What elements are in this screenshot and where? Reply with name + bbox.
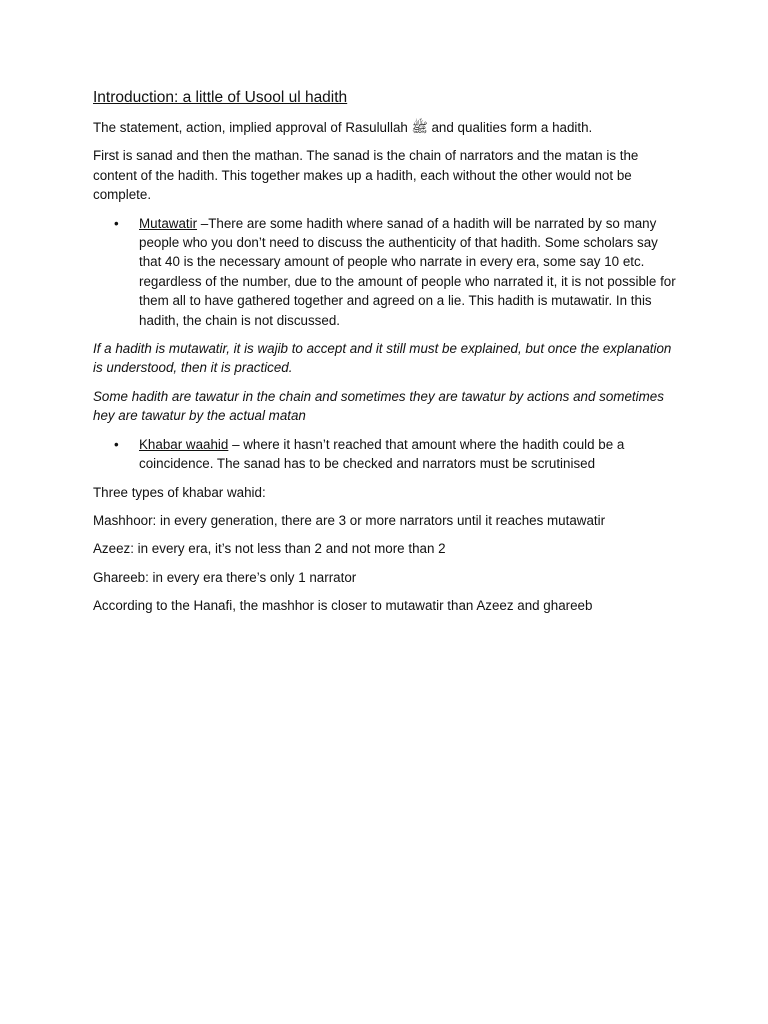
bullet-icon: • <box>114 436 119 452</box>
paragraph-ghareeb: Ghareeb: in every era there’s only 1 narrator <box>93 569 357 585</box>
bullet-mutawatir-text: –There are some hadith where sanad of a hadith will be narrated by so many people who you don’t need to discuss the authenticity of that hadith. Some scholars say that 40 is the necessary amount of people who narrate in every era, some say 10 etc. regardless of the number, due to the amount of people who narrated it, it is not possible for them all to have gathered together and agreed on a lie. This hadith is mutawatir. In this hadith, the chain is not discussed. <box>139 215 676 328</box>
paragraph-sanad-matan: First is sanad and then the mathan. The sanad is the chain of narrators and the matan is the content of the hadith. This together makes up a hadith, each without the other would not be complete. <box>93 148 639 203</box>
paragraph-hanafi: According to the Hanafi, the mashhor is closer to mutawatir than Azeez and ghareeb <box>93 598 593 614</box>
term-mutawatir: Mutawatir <box>139 215 198 231</box>
bullet-khabar-waahid <box>93 435 683 474</box>
document-page <box>93 88 683 625</box>
italic-note-wajib: If a hadith is mutawatir, it is wajib to accept and it still must be explained, but once the explanation is understood, then it is practiced. <box>93 341 672 376</box>
paragraph-azeez: Azeez: in every era, it’s not less than 2 and not more than 2 <box>93 541 446 557</box>
paragraph-mashhoor: Mashhoor: in every generation, there are 3 or more narrators until it reaches mutawatir <box>93 512 606 528</box>
italic-note-tawatur: Some hadith are tawatur in the chain and sometimes they are tawatur by actions and sometimes hey are tawatur by the actual matan <box>93 388 664 424</box>
document-title: Introduction: a little of Usool ul hadith <box>93 89 348 106</box>
bullet-mutawatir <box>93 214 683 330</box>
bullet-icon: • <box>114 215 119 231</box>
paragraph-three-types: Three types of khabar wahid: <box>93 484 266 500</box>
term-khabar-waahid: Khabar waahid <box>139 436 229 452</box>
bullet-khabar-waahid-text: – where it hasn’t reached that amount where the hadith could be a coincidence. The sanad has to be checked and narrators must be scrutinised <box>139 436 625 472</box>
paragraph-hadith-definition: The statement, action, implied approval of Rasulullah ﷺ and qualities form a hadith. <box>93 120 593 135</box>
